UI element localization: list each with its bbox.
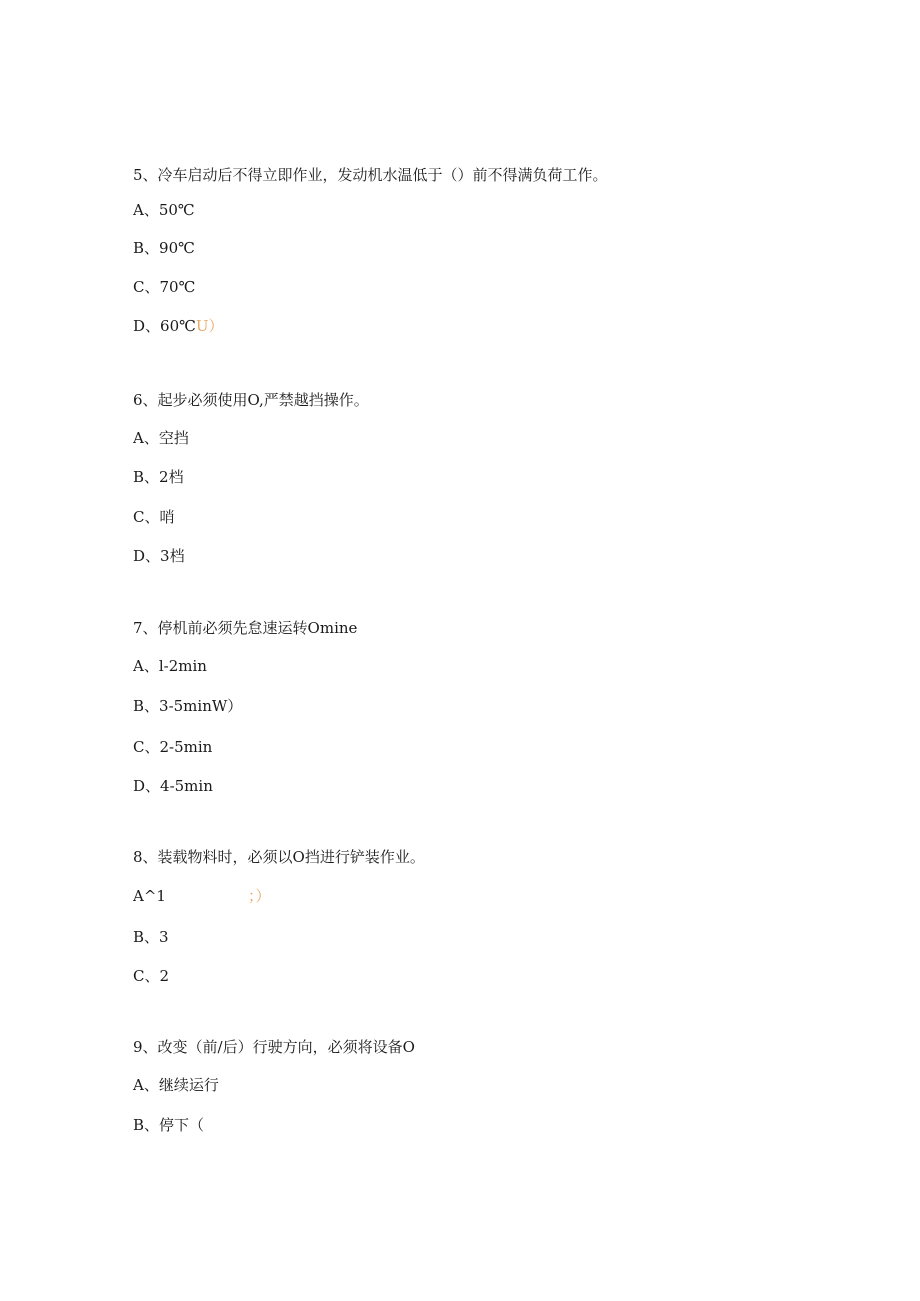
option-text: D、60℃ (133, 317, 196, 335)
question-7-option-d (133, 776, 213, 796)
option-text: D、3档 (133, 547, 185, 565)
option-text: B、3 (133, 928, 169, 946)
answer-mark: ；） (247, 887, 271, 905)
question-9-option-a (133, 1075, 219, 1095)
option-text: A^1 (133, 887, 166, 905)
question-6-option-c (133, 507, 174, 527)
question-6-stem: 6、起步必须使用O,严禁越挡操作。 (133, 391, 369, 409)
question-7-option-a (133, 656, 207, 676)
question-5-option-b (133, 238, 195, 258)
question-6-option-b (133, 467, 184, 487)
option-text: C、70℃ (133, 278, 196, 296)
option-text: B、停下（ (133, 1116, 205, 1134)
question-8-option-a (133, 886, 270, 906)
question-7-option-b (133, 696, 242, 716)
question-6-option-d (133, 546, 185, 566)
question-9-stem: 9、改变（前/后）行驶方向，必须将设备O (133, 1038, 415, 1056)
question-8-option-c (133, 966, 169, 986)
question-5-option-c (133, 277, 195, 297)
option-text: D、4-5min (133, 777, 213, 795)
option-text: A、空挡 (133, 429, 189, 447)
question-6-option-a (133, 428, 189, 448)
question-5-option-d (133, 316, 224, 336)
option-text: A、50℃ (133, 201, 195, 219)
question-5-option-a (133, 200, 195, 220)
option-text: C、哨 (133, 508, 175, 526)
question-8-stem: 8、装载物料时，必须以O挡进行铲装作业。 (133, 848, 425, 866)
question-7-stem: 7、停机前必须先怠速运转Omine (133, 619, 358, 637)
answer-mark: U） (195, 317, 224, 335)
question-9-option-b (133, 1115, 204, 1135)
question-7-option-c (133, 737, 212, 757)
option-text: A、l-2min (133, 657, 207, 675)
option-text: C、2 (133, 967, 170, 985)
question-8-option-b (133, 927, 169, 947)
option-text: B、3-5minW） (133, 697, 243, 715)
option-text: A、继续运行 (133, 1076, 219, 1094)
option-text: B、2档 (133, 468, 184, 486)
question-5-stem: 5、冷车启动后不得立即作业，发动机水温低于（）前不得满负荷工作。 (133, 166, 608, 184)
option-text: B、90℃ (133, 239, 195, 257)
option-text: C、2-5min (133, 738, 213, 756)
